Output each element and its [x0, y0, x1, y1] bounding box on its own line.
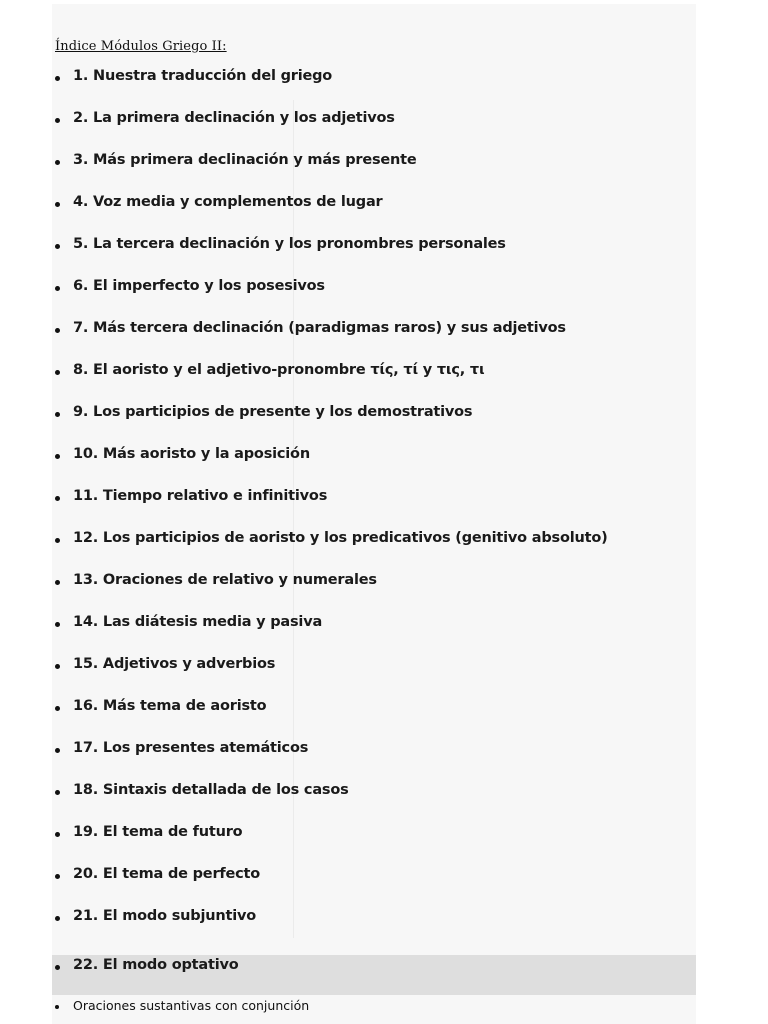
list-item — [52, 190, 696, 230]
module-label: 4. Voz media y complementos de lugar — [73, 194, 383, 210]
list-item — [52, 862, 696, 902]
module-label: 5. La tercera declinación y los pronombres personales — [73, 236, 506, 252]
list-item — [52, 484, 696, 524]
bullet-icon — [55, 664, 60, 669]
bullet-icon — [55, 328, 60, 333]
index-heading: Índice Módulos Griego II: — [55, 39, 227, 54]
list-item — [52, 232, 696, 272]
bullet-icon — [55, 916, 60, 921]
list-item — [52, 358, 696, 398]
module-label: 21. El modo subjuntivo — [73, 908, 256, 924]
list-item — [52, 526, 696, 566]
module-label: 2. La primera declinación y los adjetivos — [73, 110, 395, 126]
list-item — [52, 400, 696, 440]
bullet-icon — [55, 1005, 59, 1009]
module-label: 7. Más tercera declinación (paradigmas raros) y sus adjetivos — [73, 320, 566, 336]
bullet-icon — [55, 874, 60, 879]
list-item — [52, 316, 696, 356]
bullet-icon — [55, 454, 60, 459]
module-label: 3. Más primera declinación y más presente — [73, 152, 417, 168]
module-label: 1. Nuestra traducción del griego — [73, 68, 333, 84]
module-label: 16. Más tema de aoristo — [73, 698, 267, 714]
module-label: 10. Más aoristo y la aposición — [73, 446, 310, 462]
list-item — [52, 442, 696, 482]
list-item — [52, 778, 696, 818]
module-label: 13. Oraciones de relativo y numerales — [73, 572, 377, 588]
list-item — [52, 694, 696, 734]
bullet-icon — [55, 965, 60, 970]
module-label: 11. Tiempo relativo e infinitivos — [73, 488, 328, 504]
module-label: 12. Los participios de aoristo y los predicativos (genitivo absoluto) — [73, 530, 608, 546]
bullet-icon — [55, 622, 60, 627]
bullet-icon — [55, 160, 60, 165]
module-label: 14. Las diátesis media y pasiva — [73, 614, 323, 630]
list-item — [52, 736, 696, 776]
bullet-icon — [55, 202, 60, 207]
bullet-icon — [55, 244, 60, 249]
bullet-icon — [55, 790, 60, 795]
bullet-icon — [55, 832, 60, 837]
bullet-icon — [55, 496, 60, 501]
list-item — [52, 904, 696, 944]
bullet-icon — [55, 370, 60, 375]
bullet-icon — [55, 412, 60, 417]
module-label: 19. El tema de futuro — [73, 824, 243, 840]
trailing-item-label: Oraciones sustantivas con conjunción — [73, 998, 310, 1013]
list-item — [52, 568, 696, 608]
bullet-icon — [55, 118, 60, 123]
bullet-icon — [55, 538, 60, 543]
module-label: 22. El modo optativo — [73, 957, 239, 973]
bullet-icon — [55, 580, 60, 585]
list-item — [52, 996, 696, 1020]
list-item — [52, 652, 696, 692]
list-item-highlighted — [52, 955, 696, 995]
module-label: 17. Los presentes atemáticos — [73, 740, 309, 756]
list-item — [52, 274, 696, 314]
module-label: 8. El aoristo y el adjetivo-pronombre τίς, τί y τις, τι — [73, 362, 485, 378]
bullet-icon — [55, 706, 60, 711]
list-item — [52, 148, 696, 188]
module-label: 20. El tema de perfecto — [73, 866, 261, 882]
list-item — [52, 106, 696, 146]
list-item — [52, 610, 696, 650]
module-label: 9. Los participios de presente y los demostrativos — [73, 404, 473, 420]
bullet-icon — [55, 76, 60, 81]
module-label: 18. Sintaxis detallada de los casos — [73, 782, 349, 798]
module-label: 6. El imperfecto y los posesivos — [73, 278, 325, 294]
bullet-icon — [55, 286, 60, 291]
bullet-icon — [55, 748, 60, 753]
module-label: 15. Adjetivos y adverbios — [73, 656, 276, 672]
list-item — [52, 820, 696, 860]
list-item — [52, 64, 696, 104]
